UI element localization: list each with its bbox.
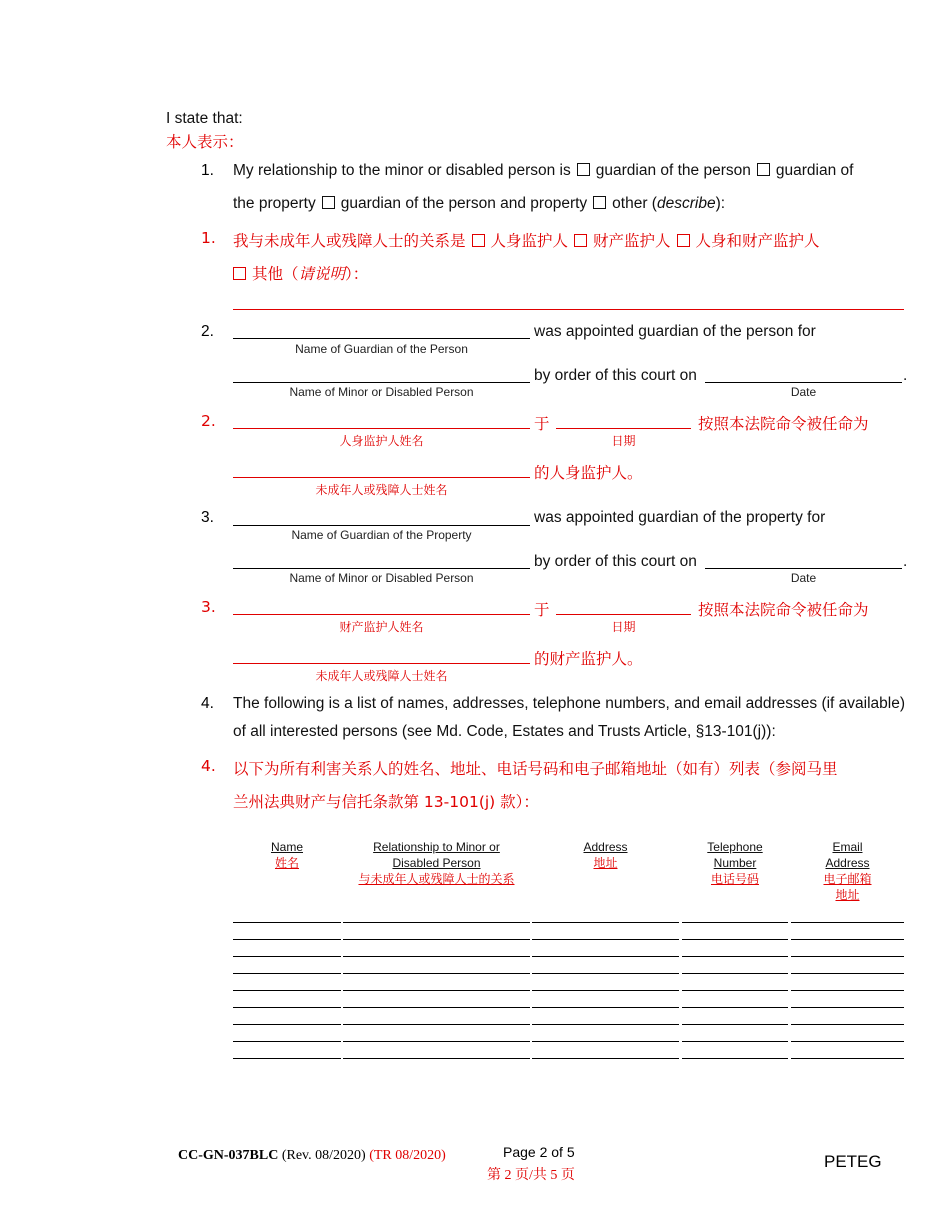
checkbox-other-cn[interactable] [233, 267, 246, 280]
header-relationship: Relationship to Minor or Disabled Person 与未成年人或残障人士的关系 [358, 840, 515, 886]
table-cell-relationship-row-2[interactable] [343, 939, 530, 940]
table-cell-address-row-1[interactable] [532, 922, 679, 923]
item-1-line-2: the property guardian of the person and property other (describe): [233, 195, 726, 212]
guardian-property-name-field-cn[interactable] [233, 614, 530, 615]
table-cell-telephone-row-5[interactable] [682, 990, 788, 991]
table-cell-address-row-8[interactable] [532, 1041, 679, 1042]
table-cell-email-row-8[interactable] [791, 1041, 904, 1042]
table-cell-email-row-4[interactable] [791, 973, 904, 974]
table-cell-email-row-5[interactable] [791, 990, 904, 991]
intro-statement-cn: 本人表示： [166, 133, 244, 151]
header-email: Email Address 电子邮箱 地址 [823, 840, 872, 902]
table-cell-name-row-7[interactable] [233, 1024, 341, 1025]
item-4-cn-line-2: 兰州法典财产与信托条款第 13-101(j) 款）： [233, 793, 539, 811]
item-2-cn-caption-date: 日期 [611, 434, 636, 448]
order-date-field-2[interactable] [705, 382, 902, 383]
table-cell-email-row-7[interactable] [791, 1024, 904, 1025]
minor-name-field-3-cn[interactable] [233, 663, 530, 664]
table-cell-telephone-row-4[interactable] [682, 973, 788, 974]
minor-name-field-2[interactable] [233, 382, 530, 383]
item-3-text-1: was appointed guardian of the property for [534, 509, 826, 526]
order-date-field-3-cn[interactable] [556, 614, 691, 615]
page-number: Page 2 of 5 [503, 1144, 575, 1160]
table-cell-email-row-1[interactable] [791, 922, 904, 923]
table-cell-relationship-row-3[interactable] [343, 956, 530, 957]
page-number-cn: 第 2 页/共 5 页 [487, 1168, 575, 1183]
table-cell-name-row-5[interactable] [233, 990, 341, 991]
checkbox-guardian-property-cn[interactable] [574, 234, 587, 247]
form-code: PETEG [824, 1152, 882, 1171]
item-3-cn-caption-date: 日期 [611, 620, 636, 634]
item-3-text-2: by order of this court on [534, 553, 697, 570]
table-cell-email-row-6[interactable] [791, 1007, 904, 1008]
item-4-line-1: The following is a list of names, addresses, telephone numbers, and email addresses (if available) [233, 695, 906, 712]
item-2-caption-guardian: Name of Guardian of the Person [295, 342, 468, 356]
item-3-cn-caption-guardian: 财产监护人姓名 [339, 620, 424, 634]
item-3-cn-yu: 于 [534, 601, 550, 619]
item-2-cn-caption-guardian: 人身监护人姓名 [339, 434, 424, 448]
item-3-cn-text-2: 的财产监护人。 [534, 650, 643, 668]
item-2-cn-yu: 于 [534, 415, 550, 433]
table-cell-telephone-row-7[interactable] [682, 1024, 788, 1025]
item-1-number-cn: 1. [201, 229, 216, 247]
header-name: Name 姓名 [270, 840, 303, 870]
table-cell-relationship-row-9[interactable] [343, 1058, 530, 1059]
checkbox-other[interactable] [593, 196, 606, 209]
table-cell-email-row-2[interactable] [791, 939, 904, 940]
item-2-text-2: by order of this court on [534, 367, 697, 384]
table-cell-address-row-9[interactable] [532, 1058, 679, 1059]
guardian-person-name-field-cn[interactable] [233, 428, 530, 429]
item-2-cn-caption-minor: 未成年人或残障人士姓名 [315, 483, 448, 497]
item-1-cn-line-2: 其他（请说明）： [233, 262, 368, 284]
minor-name-field-3[interactable] [233, 568, 530, 569]
guardian-property-name-field[interactable] [233, 525, 530, 526]
item-3-number: 3. [201, 509, 214, 526]
form-identifier: CC-GN-037BLC (Rev. 08/2020) (TR 08/2020) [178, 1148, 446, 1163]
table-cell-name-row-2[interactable] [233, 939, 341, 940]
item-3-caption-date: Date [790, 571, 817, 585]
item-2-caption-minor: Name of Minor or Disabled Person [289, 385, 474, 399]
table-cell-name-row-6[interactable] [233, 1007, 341, 1008]
table-cell-telephone-row-9[interactable] [682, 1058, 788, 1059]
table-cell-relationship-row-1[interactable] [343, 922, 530, 923]
table-cell-address-row-3[interactable] [532, 956, 679, 957]
header-telephone: Telephone Number 电话号码 [707, 840, 763, 886]
item-3-period: . [903, 553, 908, 570]
item-2-number-cn: 2. [201, 412, 216, 430]
table-cell-relationship-row-8[interactable] [343, 1041, 530, 1042]
item-3-cn-caption-minor: 未成年人或残障人士姓名 [315, 669, 448, 683]
table-cell-address-row-7[interactable] [532, 1024, 679, 1025]
item-3-caption-guardian: Name of Guardian of the Property [291, 528, 472, 542]
item-4-line-2: of all interested persons (see Md. Code, Estates and Trusts Article, §13-101(j)): [233, 723, 776, 740]
item-2-text-1: was appointed guardian of the person for [534, 323, 816, 340]
guardian-person-name-field[interactable] [233, 338, 530, 339]
checkbox-guardian-person-property[interactable] [322, 196, 335, 209]
item-1-line-1: My relationship to the minor or disabled person is guardian of the person guardian of [233, 162, 854, 179]
minor-name-field-2-cn[interactable] [233, 477, 530, 478]
table-cell-email-row-3[interactable] [791, 956, 904, 957]
item-2-cn-text-1: 按照本法院命令被任命为 [698, 415, 869, 433]
table-cell-telephone-row-6[interactable] [682, 1007, 788, 1008]
table-cell-telephone-row-3[interactable] [682, 956, 788, 957]
checkbox-guardian-person-cn[interactable] [472, 234, 485, 247]
table-cell-telephone-row-1[interactable] [682, 922, 788, 923]
table-cell-relationship-row-7[interactable] [343, 1024, 530, 1025]
order-date-field-3[interactable] [705, 568, 902, 569]
item-4-number-cn: 4. [201, 757, 216, 775]
other-describe-field[interactable] [233, 309, 904, 310]
table-cell-address-row-2[interactable] [532, 939, 679, 940]
table-cell-address-row-5[interactable] [532, 990, 679, 991]
intro-statement: I state that: [166, 110, 243, 127]
item-3-number-cn: 3. [201, 598, 216, 616]
item-2-cn-text-2: 的人身监护人。 [534, 464, 643, 482]
table-cell-email-row-9[interactable] [791, 1058, 904, 1059]
item-3-cn-text-1: 按照本法院命令被任命为 [698, 601, 869, 619]
item-2-number: 2. [201, 323, 214, 340]
table-cell-relationship-row-5[interactable] [343, 990, 530, 991]
table-cell-address-row-6[interactable] [532, 1007, 679, 1008]
order-date-field-2-cn[interactable] [556, 428, 691, 429]
item-1-number: 1. [201, 162, 214, 179]
table-cell-name-row-3[interactable] [233, 956, 341, 957]
table-cell-name-row-4[interactable] [233, 973, 341, 974]
table-cell-address-row-4[interactable] [532, 973, 679, 974]
table-cell-relationship-row-4[interactable] [343, 973, 530, 974]
item-4-number: 4. [201, 695, 214, 712]
checkbox-guardian-property[interactable] [757, 163, 770, 176]
table-cell-telephone-row-8[interactable] [682, 1041, 788, 1042]
checkbox-guardian-person[interactable] [577, 163, 590, 176]
item-2-caption-date: Date [790, 385, 817, 399]
checkbox-guardian-person-property-cn[interactable] [677, 234, 690, 247]
table-cell-name-row-9[interactable] [233, 1058, 341, 1059]
table-cell-relationship-row-6[interactable] [343, 1007, 530, 1008]
item-4-cn-line-1: 以下为所有利害关系人的姓名、地址、电话号码和电子邮箱地址（如有）列表（参阅马里 [233, 760, 838, 778]
item-2-period: . [903, 367, 908, 384]
header-address: Address 地址 [583, 840, 628, 870]
item-1-cn-line-1: 我与未成年人或残障人士的关系是 人身监护人 财产监护人 人身和财产监护人 [233, 232, 820, 250]
table-cell-name-row-1[interactable] [233, 922, 341, 923]
table-cell-telephone-row-2[interactable] [682, 939, 788, 940]
table-cell-name-row-8[interactable] [233, 1041, 341, 1042]
item-3-caption-minor: Name of Minor or Disabled Person [289, 571, 474, 585]
